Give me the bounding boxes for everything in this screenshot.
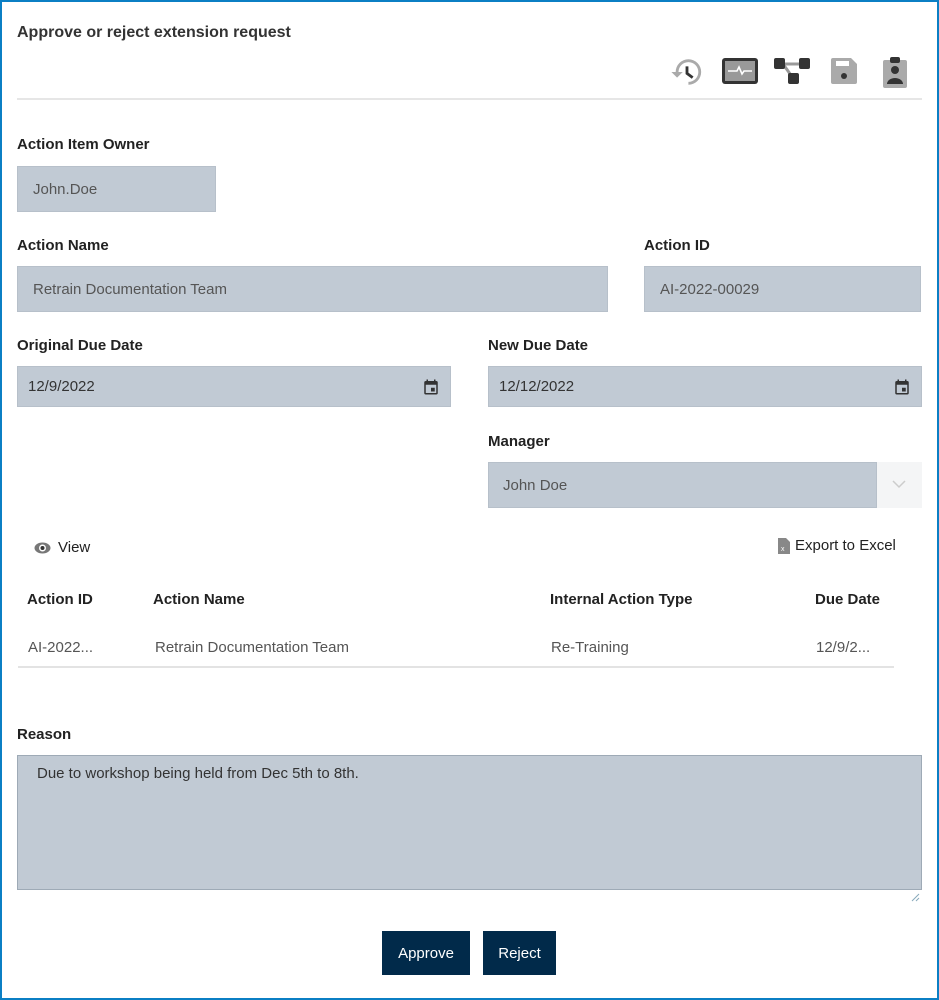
export-excel-button[interactable]	[778, 537, 896, 554]
new-due-date-label: New Due Date	[488, 337, 589, 354]
reject-button[interactable]: Reject	[483, 931, 556, 975]
history-icon[interactable]	[670, 55, 704, 89]
action-id-label: Action ID	[644, 237, 710, 254]
cell-action-id: AI-2022...	[28, 639, 94, 656]
new-due-date-field[interactable]	[488, 366, 922, 407]
manager-select[interactable]: John Doe	[488, 462, 877, 508]
owner-field[interactable]: John.Doe	[17, 166, 216, 212]
column-header-internal-action-type[interactable]: Internal Action Type	[550, 591, 693, 608]
eye-icon	[34, 542, 51, 554]
reason-textarea[interactable]: Due to workshop being held from Dec 5th to 8th.	[17, 755, 922, 890]
cell-internal-action-type: Re-Training	[551, 639, 629, 656]
calendar-icon[interactable]	[893, 378, 911, 396]
save-icon[interactable]	[828, 55, 860, 87]
view-label: View	[58, 539, 91, 556]
clipboard-user-icon[interactable]	[880, 55, 910, 89]
chevron-down-icon	[892, 480, 906, 489]
cell-due-date: 12/9/2...	[816, 639, 871, 656]
cell-action-name: Retrain Documentation Team	[155, 639, 349, 656]
action-id-field[interactable]: AI-2022-00029	[644, 266, 921, 312]
calendar-icon[interactable]	[422, 378, 440, 396]
column-header-due-date[interactable]: Due Date	[815, 591, 881, 608]
column-header-action-id[interactable]: Action ID	[27, 591, 93, 608]
export-label: Export to Excel	[795, 537, 896, 554]
owner-label: Action Item Owner	[17, 136, 150, 153]
new-due-date-value: 12/12/2022	[499, 378, 575, 395]
manager-dropdown-button[interactable]	[877, 462, 922, 508]
monitor-icon[interactable]	[721, 55, 759, 87]
page-title: Approve or reject extension request	[17, 24, 291, 41]
view-button[interactable]	[34, 539, 90, 556]
excel-file-icon	[778, 538, 790, 554]
reason-label: Reason	[17, 726, 72, 743]
original-due-date-field[interactable]	[17, 366, 451, 407]
row-divider	[18, 666, 894, 668]
header-divider	[17, 98, 922, 100]
manager-label: Manager	[488, 433, 550, 450]
action-name-field[interactable]: Retrain Documentation Team	[17, 266, 608, 312]
action-name-label: Action Name	[17, 237, 109, 254]
svg-text:x: x	[781, 545, 785, 553]
original-due-date-label: Original Due Date	[17, 337, 143, 354]
column-header-action-name[interactable]: Action Name	[153, 591, 245, 608]
original-due-date-value: 12/9/2022	[28, 378, 95, 395]
resize-handle-icon[interactable]	[910, 892, 920, 902]
workflow-icon[interactable]	[773, 55, 811, 87]
approve-button[interactable]: Approve	[382, 931, 470, 975]
